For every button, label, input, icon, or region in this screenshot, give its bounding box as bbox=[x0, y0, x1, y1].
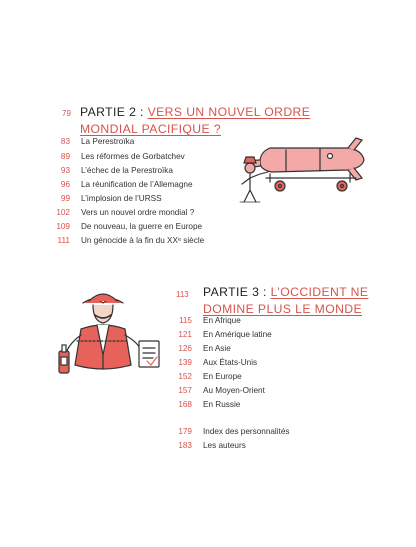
part3-page-number: 113 bbox=[176, 290, 189, 299]
toc-text: En Asie bbox=[203, 344, 231, 353]
cowboy-illustration bbox=[55, 285, 175, 385]
toc-page: 168 bbox=[178, 400, 192, 409]
toc-text: Les auteurs bbox=[203, 441, 246, 450]
toc-text: Aux États-Unis bbox=[203, 358, 258, 367]
toc-text: En Afrique bbox=[203, 316, 241, 325]
toc-page: 109 bbox=[56, 222, 70, 231]
part3-label: PARTIE 3 bbox=[203, 285, 260, 299]
part2-label: PARTIE 2 bbox=[80, 105, 137, 119]
toc-text: L’échec de la Perestroïka bbox=[81, 166, 173, 175]
part3-title bbox=[203, 284, 368, 318]
toc-text: En Russie bbox=[203, 400, 241, 409]
part3-title-line1: L’OCCIDENT NE bbox=[270, 285, 369, 299]
toc-text: Un génocide à la fin du XXᵉ siècle bbox=[81, 236, 205, 245]
part3-title-line2: DOMINE PLUS LE MONDE bbox=[203, 302, 363, 316]
toc-page: 121 bbox=[178, 330, 192, 339]
toc-page: 102 bbox=[56, 208, 70, 217]
toc-text: La Perestroïka bbox=[81, 137, 135, 146]
toc-text: De nouveau, la guerre en Europe bbox=[81, 222, 203, 231]
part2-page-number: 79 bbox=[62, 109, 71, 118]
toc-page: 152 bbox=[178, 372, 192, 381]
toc-page: 157 bbox=[178, 386, 192, 395]
toc-text: Les réformes de Gorbatchev bbox=[81, 152, 185, 161]
toc-page: 93 bbox=[60, 166, 70, 175]
part2-title-line1: VERS UN NOUVEL ORDRE bbox=[147, 105, 311, 119]
toc-text: Au Moyen-Orient bbox=[203, 386, 265, 395]
toc-text: En Amérique latine bbox=[203, 330, 272, 339]
toc-page: 126 bbox=[178, 344, 192, 353]
part2-separator: : bbox=[136, 105, 148, 119]
missile-illustration bbox=[230, 130, 370, 210]
toc-page: 96 bbox=[60, 180, 70, 189]
toc-text: La réunification de l’Allemagne bbox=[81, 180, 193, 189]
toc-page: 99 bbox=[60, 194, 70, 203]
toc-page: 183 bbox=[178, 441, 192, 450]
toc-page: 89 bbox=[60, 152, 70, 161]
toc-page: 115 bbox=[178, 316, 192, 325]
toc-text: Vers un nouvel ordre mondial ? bbox=[81, 208, 195, 217]
toc-page: 179 bbox=[178, 427, 192, 436]
toc-text: Index des personnalités bbox=[203, 427, 290, 436]
toc-text: En Europe bbox=[203, 372, 242, 381]
toc-page: 83 bbox=[60, 137, 70, 146]
toc-page: 139 bbox=[178, 358, 192, 367]
toc-text: L’implosion de l’URSS bbox=[81, 194, 162, 203]
toc-page: 111 bbox=[57, 236, 70, 245]
part2-title-line2: MONDIAL PACIFIQUE ? bbox=[80, 122, 222, 136]
part3-separator: : bbox=[259, 285, 271, 299]
